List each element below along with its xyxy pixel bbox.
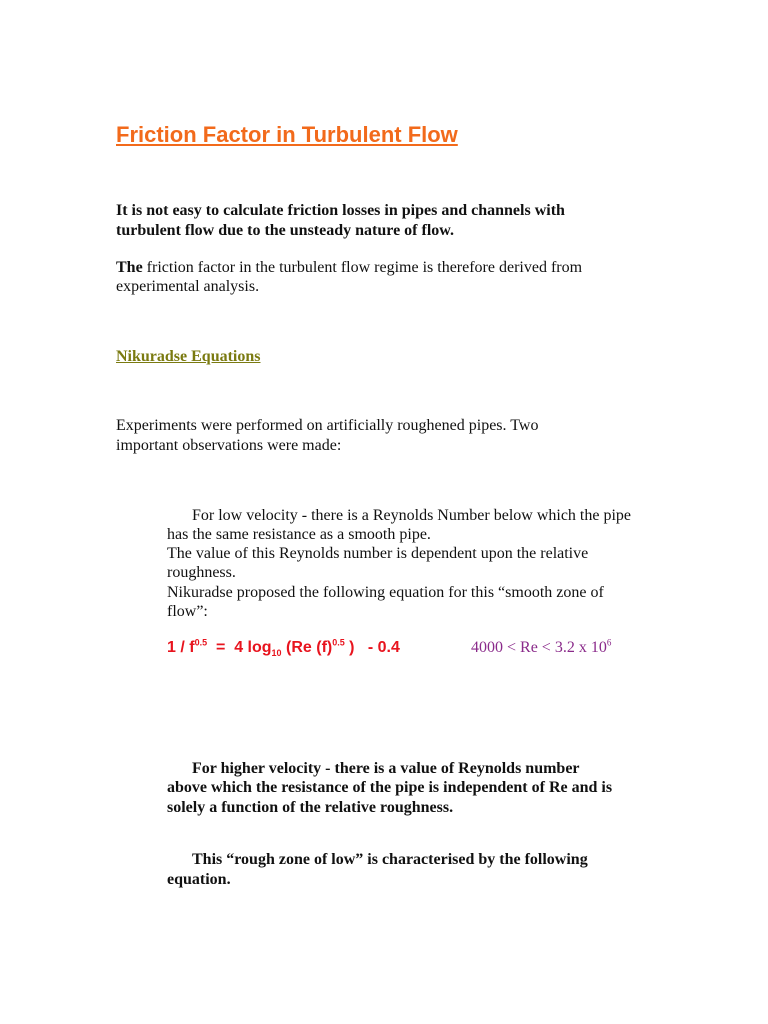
reynolds-range	[471, 638, 611, 658]
eq-part: 1 / f	[167, 639, 195, 656]
para2-text: friction factor in the turbulent flow regime is therefore derived from	[142, 259, 583, 276]
low-velocity-line-3: The value of this Reynolds number is dependent upon the relative	[167, 545, 589, 562]
high-velocity-line-1: For higher velocity - there is a value of Reynolds number	[192, 760, 580, 777]
eq-subscript: 10	[271, 648, 282, 659]
range-exponent: 6	[606, 637, 612, 648]
eq-exponent: 0.5	[194, 637, 208, 648]
experiments-line-1: Experiments were performed on artificially roughened pipes. Two	[116, 417, 539, 434]
eq-exponent: 0.5	[332, 637, 345, 648]
low-velocity-line-5: Nikuradse proposed the following equation for this “smooth zone of	[167, 584, 604, 601]
para2-bold: The	[116, 259, 143, 276]
eq-part: (Re (f)	[281, 639, 333, 656]
low-velocity-line-1: For low velocity - there is a Reynolds Number below which the pipe	[192, 507, 632, 524]
para2-line-1	[116, 258, 582, 278]
eq-part: ) - 0.4	[344, 639, 400, 656]
low-velocity-line-2: has the same resistance as a smooth pipe.	[167, 526, 431, 543]
section-heading: Nikuradse Equations	[116, 348, 261, 365]
experiments-line-2: important observations were made:	[116, 437, 342, 454]
eq-part: = 4 log	[207, 639, 272, 656]
intro-line-2: turbulent flow due to the unsteady nature of flow.	[116, 222, 454, 239]
low-velocity-line-4: roughness.	[167, 564, 236, 581]
rough-zone-line-1: This “rough zone of low” is characterised by the following	[192, 851, 588, 868]
rough-zone-line-2: equation.	[167, 871, 231, 888]
high-velocity-line-3: solely a function of the relative roughness.	[167, 799, 454, 816]
range-text: 4000 < Re < 3.2 x 10	[471, 639, 607, 656]
high-velocity-line-2: above which the resistance of the pipe is independent of Re and is	[167, 779, 613, 796]
para2-line-2: experimental analysis.	[116, 278, 260, 295]
page-title: Friction Factor in Turbulent Flow	[116, 122, 458, 147]
smooth-zone-equation	[167, 638, 400, 658]
intro-line-1: It is not easy to calculate friction losses in pipes and channels with	[116, 202, 565, 219]
low-velocity-line-6: flow”:	[167, 603, 208, 620]
